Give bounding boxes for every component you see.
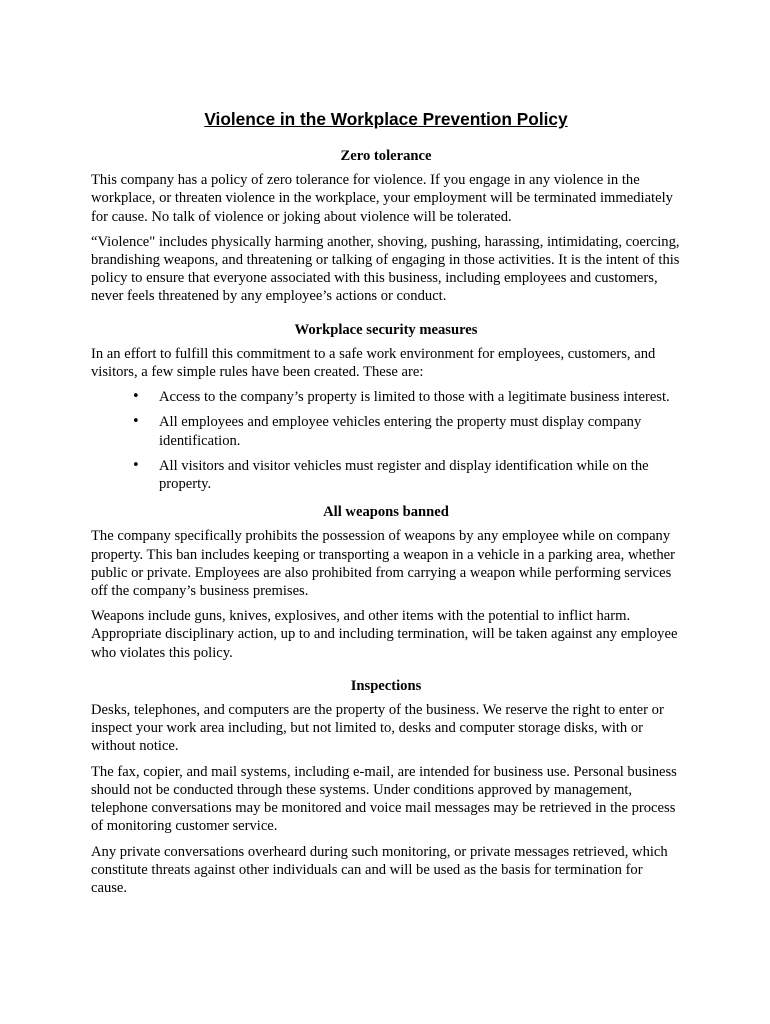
bullet-icon: • [132, 414, 140, 430]
list-item-text: All employees and employee vehicles entering the property must display company identification. [159, 414, 642, 449]
section-heading-inspections: Inspections [350, 677, 422, 694]
paragraph: Desks, telephones, and computers are the property of the business. We reserve the right to enter or inspect your work area including, but not limited to, desks and computer storage disks, with or without notice. [91, 702, 664, 755]
paragraph: In an effort to fulfill this commitment to a safe work environment for employees, customers, and visitors, a few simple rules have been created. These are: [91, 345, 656, 381]
section-heading-zero-tolerance: Zero tolerance [340, 148, 432, 164]
paragraph: Weapons include guns, knives, explosives, and other items with the potential to inflict harm. Appropriate disciplinary action, up to and including termination, will be taken against any employee who violates this policy. [91, 608, 678, 661]
document-page [91, 108, 681, 904]
bullet-icon: • [132, 457, 140, 473]
paragraph: Any private conversations overheard during such monitoring, or private messages retrieved, which constitute threats against other individuals can and will be used as the basis for termination for cause. [91, 843, 668, 896]
paragraph: The fax, copier, and mail systems, including e-mail, are intended for business use. Personal business should not be conducted through these systems. Under conditions approved by management, telephone conversations may be monitored and voice mail messages may be retrieved in the process of monitoring customer service. [91, 763, 677, 835]
section-heading-weapons-banned: All weapons banned [323, 504, 449, 521]
paragraph: “Violence" includes physically harming another, shoving, pushing, harassing, intimidating, coercing, brandishing weapons, and threatening or talking of engaging in those activities. It is the intent of this policy to ensure that everyone associated with this business, including employees and customers, never feels threatened by any employee’s actions or conduct. [91, 233, 680, 305]
bullet-icon: • [132, 389, 140, 405]
list-item [91, 413, 681, 449]
list-item [91, 457, 681, 493]
list-item-text: Access to the company’s property is limited to those with a legitimate business interest. [159, 389, 670, 406]
list-item-text: All visitors and visitor vehicles must register and display identification while on the property. [159, 457, 649, 493]
security-rules-list [91, 388, 681, 493]
paragraph: The company specifically prohibits the possession of weapons by any employee while on company property. This ban includes keeping or transporting a weapon in a vehicle in a parking area, whether public or private. Employees are also prohibited from carrying a weapon while performing services off the company’s business premises. [91, 528, 675, 600]
section-heading-workplace-security: Workplace security measures [294, 321, 478, 338]
list-item [91, 388, 681, 406]
document-title: Violence in the Workplace Prevention Policy [204, 109, 568, 129]
paragraph: This company has a policy of zero tolerance for violence. If you engage in any violence in the workplace, or threaten violence in the workplace, your employment will be terminated immediately for cause. No talk of violence or joking about violence will be tolerated. [91, 172, 673, 225]
